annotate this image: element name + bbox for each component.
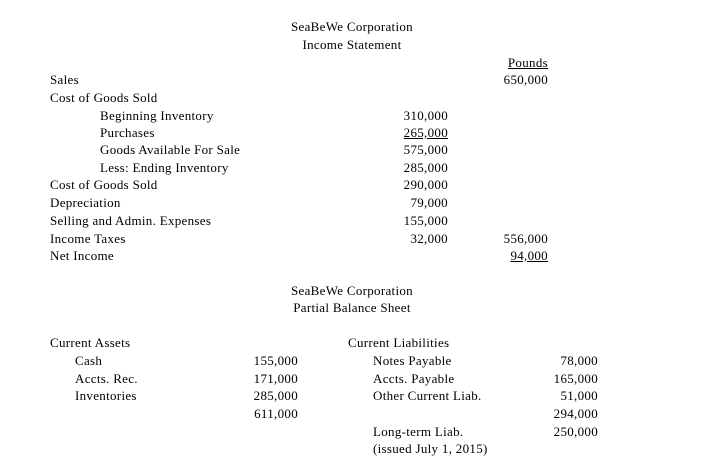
accts-rec-label: Accts. Rec. [75, 371, 138, 386]
income-taxes-label: Income Taxes [50, 231, 126, 246]
long-term-issue-note: (issued July 1, 2015) [373, 441, 488, 456]
ending-inventory-label: Less: Ending Inventory [100, 160, 229, 175]
cogs-header: Cost of Goods Sold [50, 90, 158, 105]
other-current-liab-value: 51,000 [560, 388, 598, 403]
income-statement-title: Income Statement [302, 37, 402, 52]
ending-inventory-value: 285,000 [403, 160, 448, 175]
goods-available-value: 575,000 [403, 142, 448, 157]
sales-label: Sales [50, 72, 79, 87]
purchases-value: 265,000 [403, 125, 448, 140]
long-term-liab-label: Long-term Liab. [373, 424, 464, 439]
cogs-label: Cost of Goods Sold [50, 177, 158, 192]
income-company-name: SeaBeWe Corporation [291, 19, 413, 34]
balance-company-name: SeaBeWe Corporation [291, 283, 413, 298]
accts-payable-label: Accts. Payable [373, 371, 455, 386]
notes-payable-label: Notes Payable [373, 353, 452, 368]
cash-value: 155,000 [253, 353, 298, 368]
total-current-liab-value: 294,000 [553, 406, 598, 421]
depreciation-value: 79,000 [410, 195, 448, 210]
selling-admin-value: 155,000 [403, 213, 448, 228]
beginning-inventory-label: Beginning Inventory [100, 108, 214, 123]
net-income-label: Net Income [50, 248, 115, 263]
balance-sheet-title: Partial Balance Sheet [293, 300, 411, 315]
depreciation-label: Depreciation [50, 195, 121, 210]
accts-rec-value: 171,000 [253, 371, 298, 386]
goods-available-label: Goods Available For Sale [100, 142, 241, 157]
purchases-label: Purchases [100, 125, 155, 140]
sales-value: 650,000 [503, 72, 548, 87]
cogs-value: 290,000 [403, 177, 448, 192]
selling-admin-label: Selling and Admin. Expenses [50, 213, 212, 228]
current-liabilities-label: Current Liabilities [348, 335, 450, 350]
long-term-liab-value: 250,000 [553, 424, 598, 439]
other-current-liab-label: Other Current Liab. [373, 388, 482, 403]
beginning-inventory-value: 310,000 [403, 108, 448, 123]
inventories-value: 285,000 [253, 388, 298, 403]
total-expenses-value: 556,000 [503, 231, 548, 246]
total-current-assets-value: 611,000 [254, 406, 298, 421]
inventories-label: Inventories [75, 388, 137, 403]
accts-payable-value: 165,000 [553, 371, 598, 386]
cash-label: Cash [75, 353, 103, 368]
notes-payable-value: 78,000 [560, 353, 598, 368]
net-income-value: 94,000 [510, 248, 548, 263]
currency-header: Pounds [507, 55, 548, 70]
income-taxes-value: 32,000 [410, 231, 448, 246]
current-assets-label: Current Assets [50, 335, 131, 350]
